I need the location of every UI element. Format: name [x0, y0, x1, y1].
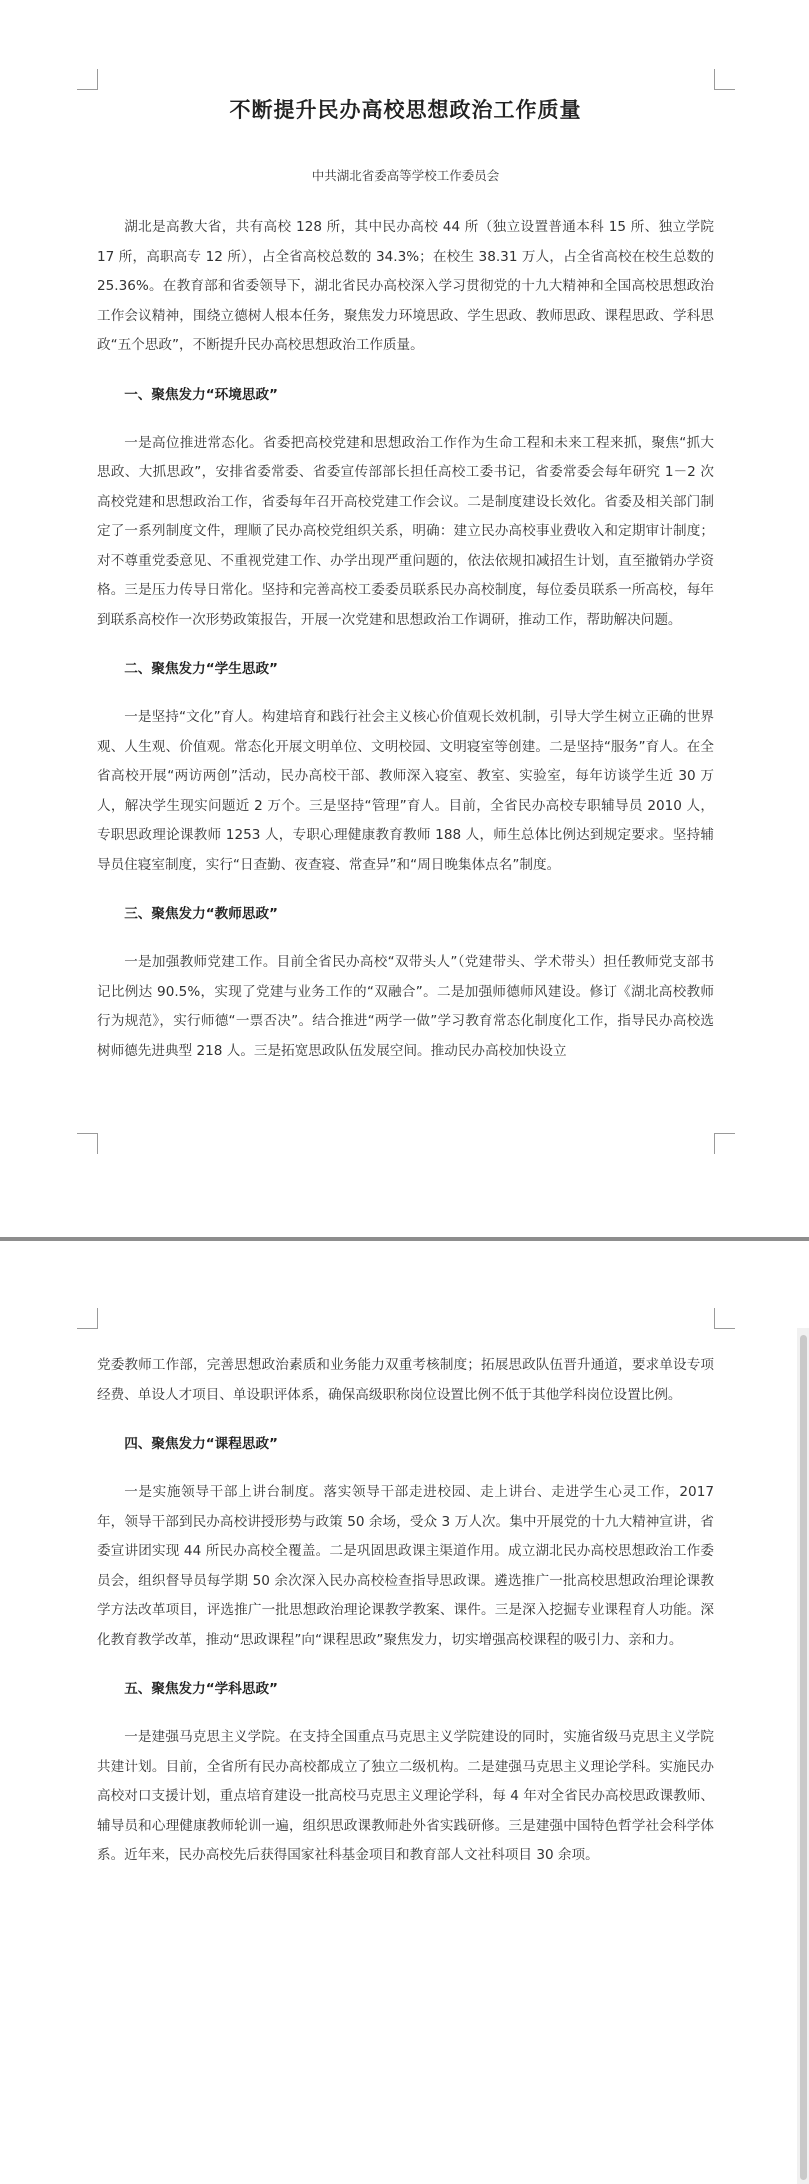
section-4-heading: 四、聚焦发力“课程思政” [124, 1436, 278, 1452]
crop-mark-top-left [77, 1308, 98, 1329]
section-5-heading: 五、聚焦发力“学科思政” [124, 1681, 278, 1697]
page-2-body [97, 1351, 714, 1871]
crop-mark-bottom-right [714, 1133, 735, 1154]
section-1-paragraph: 一是高位推进常态化。省委把高校党建和思想政治工作作为生命工程和未来工程来抓，聚焦“抓大思政、大抓思政”，安排省委常委、省委宣传部部长担任高校工委书记，省委常委会每年研究 1－2 次高校党建和思想政治工作，省委每年召开高校党建工作会议。二是制度建设长效化。省委及相关部门制定了一系列制度文件，理顺了民办高校党组织关系，明确：建立民办高校事业费收入和定期审计制度；对不尊重党委意见、不重视党建工作、办学出现严重问题的，依法依规扣减招生计划，直至撤销办学资格。三是压力传导日常化。坚持和完善高校工委委员联系民办高校制度，每位委员联系一所高校，每年到联系高校作一次形势政策报告，开展一次党建和思想政治工作调研，推动工作，帮助解决问题。 [97, 434, 714, 628]
document-page-2 [0, 1241, 809, 2184]
section-3-paragraph: 一是加强教师党建工作。目前全省民办高校“双带头人”（党建带头、学术带头）担任教师党支部书记比例达 90.5%，实现了党建与业务工作的“双融合”。二是加强师德师风建设。修订《湖北高校教师行为规范》，实行师德“一票否决”。结合推进“两学一做”学习教育常态化制度化工作，指导民办高校选树师德先进典型 218 人。三是拓宽思政队伍发展空间。推动民办高校加快设立 [97, 954, 714, 1059]
section-3-heading: 三、聚焦发力“教师思政” [124, 906, 278, 922]
section-2-heading: 二、聚焦发力“学生思政” [124, 661, 278, 677]
section-4-paragraph: 一是实施领导干部上讲台制度。落实领导干部走进校园、走上讲台、走进学生心灵工作，2017 年，领导干部到民办高校讲授形势与政策 50 余场，受众 3 万人次。集中开展党的十九大精神宣讲，省委宣讲团实现 44 所民办高校全覆盖。二是巩固思政课主渠道作用。成立湖北民办高校思想政治工作委员会，组织督导员每学期 50 余次深入民办高校检查指导思政课。遴选推广一批高校思想政治理论课教学方法改革项目，评选推广一批思想政治理论课教学教案、课件。三是深入挖掘专业课程育人功能。深化教育教学改革，推动“思政课程”向“课程思政”聚焦发力，切实增强高校课程的吸引力、亲和力。 [97, 1484, 714, 1648]
crop-mark-top-right [714, 1308, 735, 1329]
document-title: 不断提升民办高校思想政治工作质量 [229, 98, 582, 122]
section-3-paragraph-continued: 党委教师工作部，完善思想政治素质和业务能力双重考核制度；拓展思政队伍晋升通道，要求单设专项经费、单设人才项目、单设职评体系，确保高级职称岗位设置比例不低于其他学科岗位设置比例。 [97, 1357, 714, 1403]
document-author: 中共湖北省委高等学校工作委员会 [311, 168, 500, 183]
crop-mark-top-right [714, 69, 735, 90]
scrollbar-thumb[interactable] [800, 1335, 807, 2180]
section-1-heading: 一、聚焦发力“环境思政” [124, 386, 278, 403]
page-1-body [97, 94, 714, 1124]
crop-mark-top-left [77, 69, 98, 90]
section-5-paragraph: 一是建强马克思主义学院。在支持全国重点马克思主义学院建设的同时，实施省级马克思主义学院共建计划。目前，全省所有民办高校都成立了独立二级机构。二是建强马克思主义理论学科。实施民办高校对口支援计划，重点培育建设一批高校马克思主义理论学科，每 4 年对全省民办高校思政课教师、辅导员和心理健康教师轮训一遍，组织思政课教师赴外省实践研修。三是建强中国特色哲学社会科学体系。近年来，民办高校先后获得国家社科基金项目和教育部人文社科项目 30 余项。 [97, 1729, 714, 1863]
section-2-paragraph: 一是坚持“文化”育人。构建培育和践行社会主义核心价值观长效机制，引导大学生树立正确的世界观、人生观、价值观。常态化开展文明单位、文明校园、文明寝室等创建。二是坚持“服务”育人。在全省高校开展“两访两创”活动，民办高校干部、教师深入寝室、教室、实验室，每年访谈学生近 30 万人，解决学生现实问题近 2 万个。三是坚持“管理”育人。目前，全省民办高校专职辅导员 2010 人，专职思政理论课教师 1253 人，专职心理健康教育教师 188 人，师生总体比例达到规定要求。坚持辅导员住寝室制度，实行“日查勤、夜查寝、常查异”和“周日晚集体点名”制度。 [97, 709, 714, 873]
intro-paragraph: 湖北是高教大省，共有高校 128 所，其中民办高校 44 所（独立设置普通本科 15 所、独立学院 17 所，高职高专 12 所），占全省高校总数的 34.3%；在校生 38.31 万人，占全省高校在校生总数的 25.36%。在教育部和省委领导下，湖北省民办高校深入学习贯彻党的十九大精神和全国高校思想政治工作会议精神，围绕立德树人根本任务，聚焦发力环境思政、学生思政、教师思政、课程思政、学科思政“五个思政”，不断提升民办高校思想政治工作质量。 [97, 219, 714, 353]
crop-mark-bottom-left [77, 1133, 98, 1154]
